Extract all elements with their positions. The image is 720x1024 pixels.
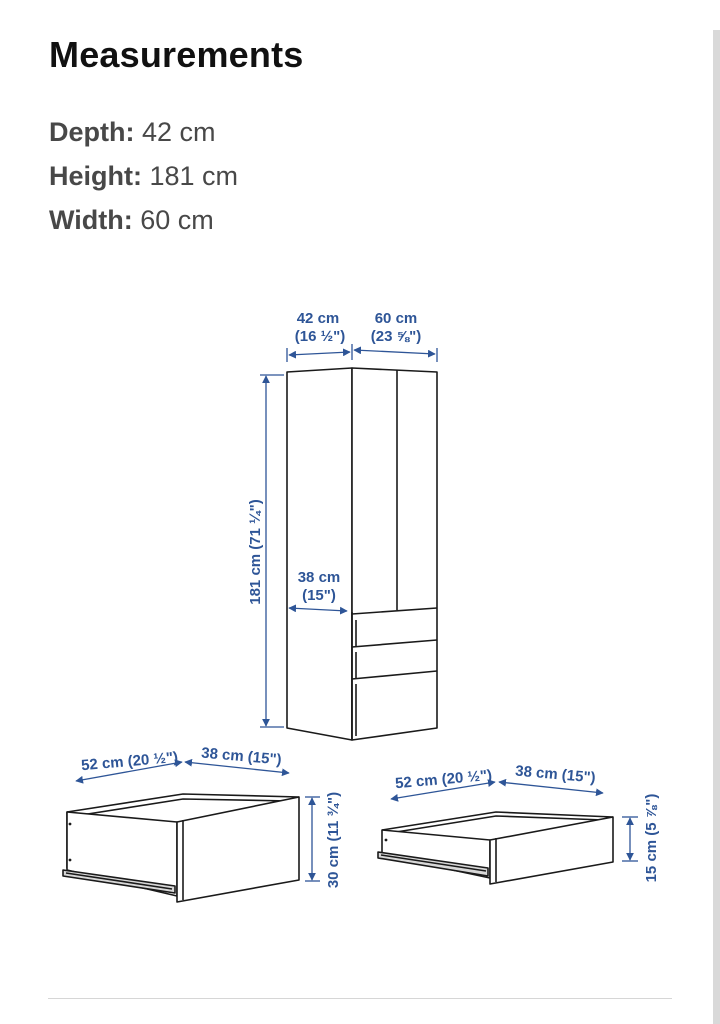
- wardrobe-front: [352, 368, 437, 740]
- page-title: Measurements: [49, 34, 304, 75]
- large-drawer-width-label: 52 cm (20 ½"): [80, 748, 179, 775]
- wardrobe-height-label: 181 cm (71 ¼"): [247, 499, 264, 605]
- spec-height-value: 181 cm: [149, 161, 239, 191]
- wardrobe-width-arrow: [354, 350, 435, 354]
- wardrobe-top-dimensions: [287, 310, 437, 362]
- wardrobe-illustration: [287, 368, 437, 740]
- large-drawer-front: [177, 797, 299, 902]
- spec-depth-value: 42 cm: [142, 117, 216, 147]
- spec-height-label: Height:: [49, 161, 142, 191]
- small-drawer-illustration: [378, 812, 613, 884]
- wardrobe-width-in: (23 ⅝"): [370, 328, 422, 345]
- small-drawer-width-label: 52 cm (20 ½"): [394, 766, 493, 793]
- small-drawer-front: [490, 817, 613, 884]
- wardrobe-inner-depth-in: (15"): [302, 587, 336, 604]
- large-drawer-height-label: 30 cm (11 ¾"): [325, 791, 342, 889]
- spec-width-value: 60 cm: [140, 205, 214, 235]
- large-drawer-depth-label: 38 cm (15"): [200, 744, 283, 769]
- wardrobe-depth-cm: 42 cm: [296, 310, 340, 327]
- wardrobe-depth-arrow: [289, 352, 350, 355]
- wardrobe-depth-in: (16 ½"): [294, 328, 346, 345]
- small-drawer-height-label: 15 cm (5 ⅞"): [643, 793, 660, 883]
- small-drawer-depth-label: 38 cm (15"): [514, 762, 597, 787]
- large-drawer-illustration: [63, 794, 299, 902]
- spec-width-label: Width:: [49, 205, 133, 235]
- wardrobe-inner-depth-cm: 38 cm: [297, 569, 341, 586]
- spec-depth-label: Depth:: [49, 117, 135, 147]
- section-divider: [48, 998, 672, 999]
- wardrobe-side-panel: [287, 368, 352, 740]
- wardrobe-height-dimension: [247, 375, 284, 727]
- small-drawer-screw: [385, 839, 388, 842]
- wardrobe-width-cm: 60 cm: [374, 310, 418, 327]
- large-drawer-screw: [69, 823, 72, 826]
- large-drawer-screw: [69, 859, 72, 862]
